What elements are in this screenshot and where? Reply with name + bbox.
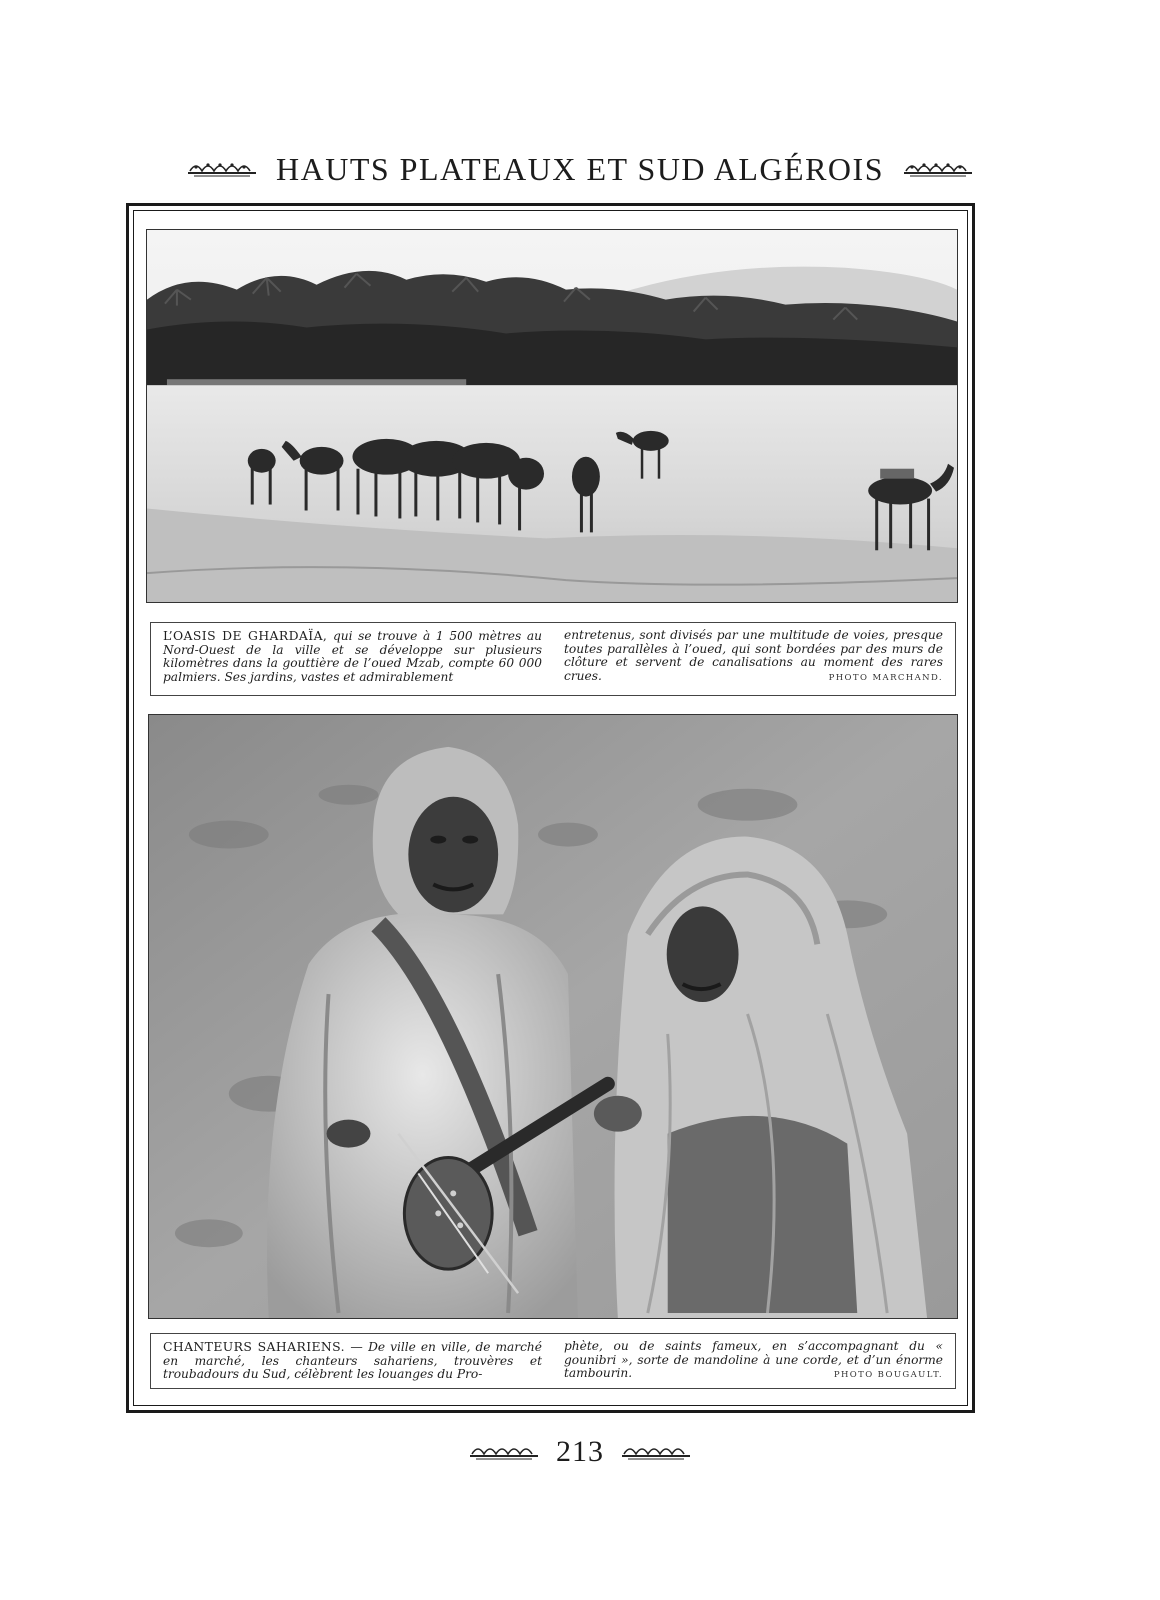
photo-credit: PHOTO MARCHAND. bbox=[828, 672, 943, 683]
caption-text: De ville en ville, de marché en marché, les chanteurs sahariens, trouvères et troubadours du Sud, célèbrent les louanges du Pro- bbox=[163, 1340, 542, 1382]
caption-lead: CHANTEURS SAHARIENS. — bbox=[163, 1339, 364, 1354]
page-title: HAUTS PLATEAUX ET SUD ALGÉROIS bbox=[276, 150, 884, 187]
caption-text: qui se trouve à 1 500 mètres au Nord-Ouest de la ville et se développe sur plusieurs kilomètres dans la gouttière de l’oued Mzab, compte 60 000 palmiers. Ses jardins, vastes et admirablement bbox=[163, 629, 542, 684]
caption-column-left bbox=[163, 629, 542, 691]
caption-text: entretenus, sont divisés par une multitude de voies, presque toutes parallèles à l’oued, qui sont bordées par des murs de clôture et servent de canalisations au moment des rares crues. bbox=[564, 628, 943, 683]
saharan-singers-photo bbox=[148, 714, 958, 1319]
ornament-left-icon bbox=[186, 159, 258, 179]
page-number: 213 bbox=[556, 1435, 604, 1468]
page-footer bbox=[0, 1432, 1160, 1472]
ornament-right-icon bbox=[620, 1442, 692, 1462]
caption-column-right bbox=[564, 629, 943, 691]
caption-singers bbox=[150, 1333, 956, 1389]
photo-credit: PHOTO BOUGAULT. bbox=[833, 1370, 943, 1381]
caption-column-left bbox=[163, 1340, 542, 1384]
caption-text: phète, ou de saints fameux, en s’accompagnant du « gounibri », sorte de mandoline à une corde, et d’un énorme tambourin. bbox=[564, 1339, 943, 1381]
caption-column-right bbox=[564, 1340, 943, 1384]
caption-oasis bbox=[150, 622, 956, 696]
ornament-left-icon bbox=[468, 1442, 540, 1462]
oasis-with-camels-photo bbox=[146, 229, 958, 603]
page-header bbox=[0, 144, 1160, 194]
ornament-right-icon bbox=[902, 159, 974, 179]
caption-lead: L’OASIS DE GHARDAÏA, bbox=[163, 628, 328, 643]
